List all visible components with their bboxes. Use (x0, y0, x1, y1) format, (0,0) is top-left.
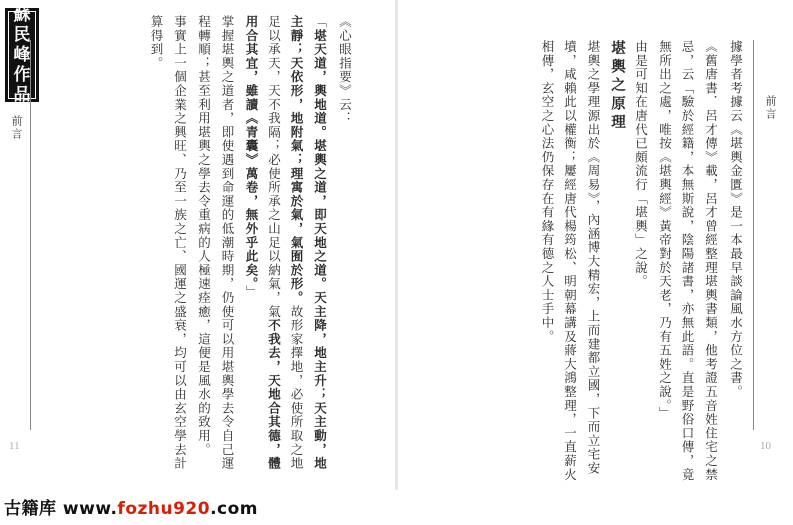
footer-brand (4, 494, 258, 519)
left-page-text (105, 15, 357, 480)
quote-mark: 「 (312, 15, 328, 29)
page-number-left: 11 (9, 440, 20, 452)
running-head-right: 前言 (764, 95, 777, 121)
seal-char: 民 (13, 25, 31, 45)
right-page-text (426, 40, 748, 490)
paragraph-text: 由是可知在唐代已頗流行「堪輿」之說。 (633, 40, 649, 289)
quote-mark: 」 (244, 284, 259, 299)
page-number-right: 10 (760, 440, 771, 452)
seal-char: 峰 (13, 45, 31, 65)
paragraph-text: 據學者考據云《堪輿金匱》是一本最早談論風水方位之書。 (728, 40, 744, 399)
paragraph (628, 40, 653, 490)
seal-border (8, 11, 36, 99)
paragraph (723, 40, 748, 490)
margin-rule-right (753, 40, 754, 430)
quote-text: 故形家擇地，必使所取之地足以承天，天不我隔；必使所承之山足以納氣，氣 (266, 15, 304, 471)
brand-name: 古籍库 (4, 499, 57, 519)
paragraph-text: 事實上一個企業之興旺、乃至一族之亡、國運之盛衰，均可以由玄空學去計算得到。 (149, 15, 188, 471)
paragraph-text: 《舊唐書．呂才傳》載，呂才曾經整理堪輿書類，他考證五音姓住宅之禁忌，云「驗於經籍，本無斯說，陰陽諸書，亦無此語。直是野俗口傳，竟無所出之處，唯按《堪輿經》黃帝對於天老，乃有五姓之說。」 (657, 40, 719, 482)
paragraph (536, 40, 606, 490)
quote-text-bold: 堪天道，輿地道。堪輿之道，即天地之道。天主降，地主升；天主動，地主靜；天依形，地附氣；理寓於氣，氣囿於形。 (289, 15, 328, 471)
margin-rule-left (30, 40, 31, 430)
classical-quote (240, 15, 333, 480)
seal-char: 品 (13, 85, 31, 105)
footer-watermark (0, 490, 793, 525)
paragraph (192, 15, 240, 480)
section-heading: 堪輿之原理 (609, 40, 626, 133)
site-url[interactable] (63, 499, 258, 519)
paragraph-text: 堪輿之學理源出於《周易》，內涵博大精宏，上而建都立國，下而立宅安墳，咸賴此以權衡；屢經唐代楊筠松、明朝幕講及蔣大鴻整理，一直薪火相傳，玄空之心法仍保存在有緣有德之人士手中。 (540, 40, 601, 482)
quote-text-bold: 不我去，天地合其德，體用合其宜，雖讀《青囊》萬卷，無外乎此矣。 (244, 15, 282, 471)
paragraph-text: 掌握堪輿之道者，即使遇到命運的低潮時期，仍使可以用堪輿學去令自己運程轉順；甚至利用堪輿之學去令重病的人極速痊癒，這便是風水的致用。 (196, 15, 235, 471)
url-prefix: www. (62, 499, 118, 519)
paragraph-text: 《心眼指要》云： (337, 15, 353, 126)
running-head-left: 前言 (10, 115, 23, 141)
url-highlight: fozhu920 (117, 499, 211, 519)
url-suffix: .com (210, 499, 259, 519)
paragraph (332, 15, 357, 480)
paragraph (145, 15, 193, 480)
seal-char: 作 (13, 65, 31, 85)
book-gutter (395, 0, 398, 490)
publisher-seal-logo (5, 5, 39, 105)
seal-char: 蘇 (13, 5, 31, 25)
paragraph (653, 40, 723, 490)
